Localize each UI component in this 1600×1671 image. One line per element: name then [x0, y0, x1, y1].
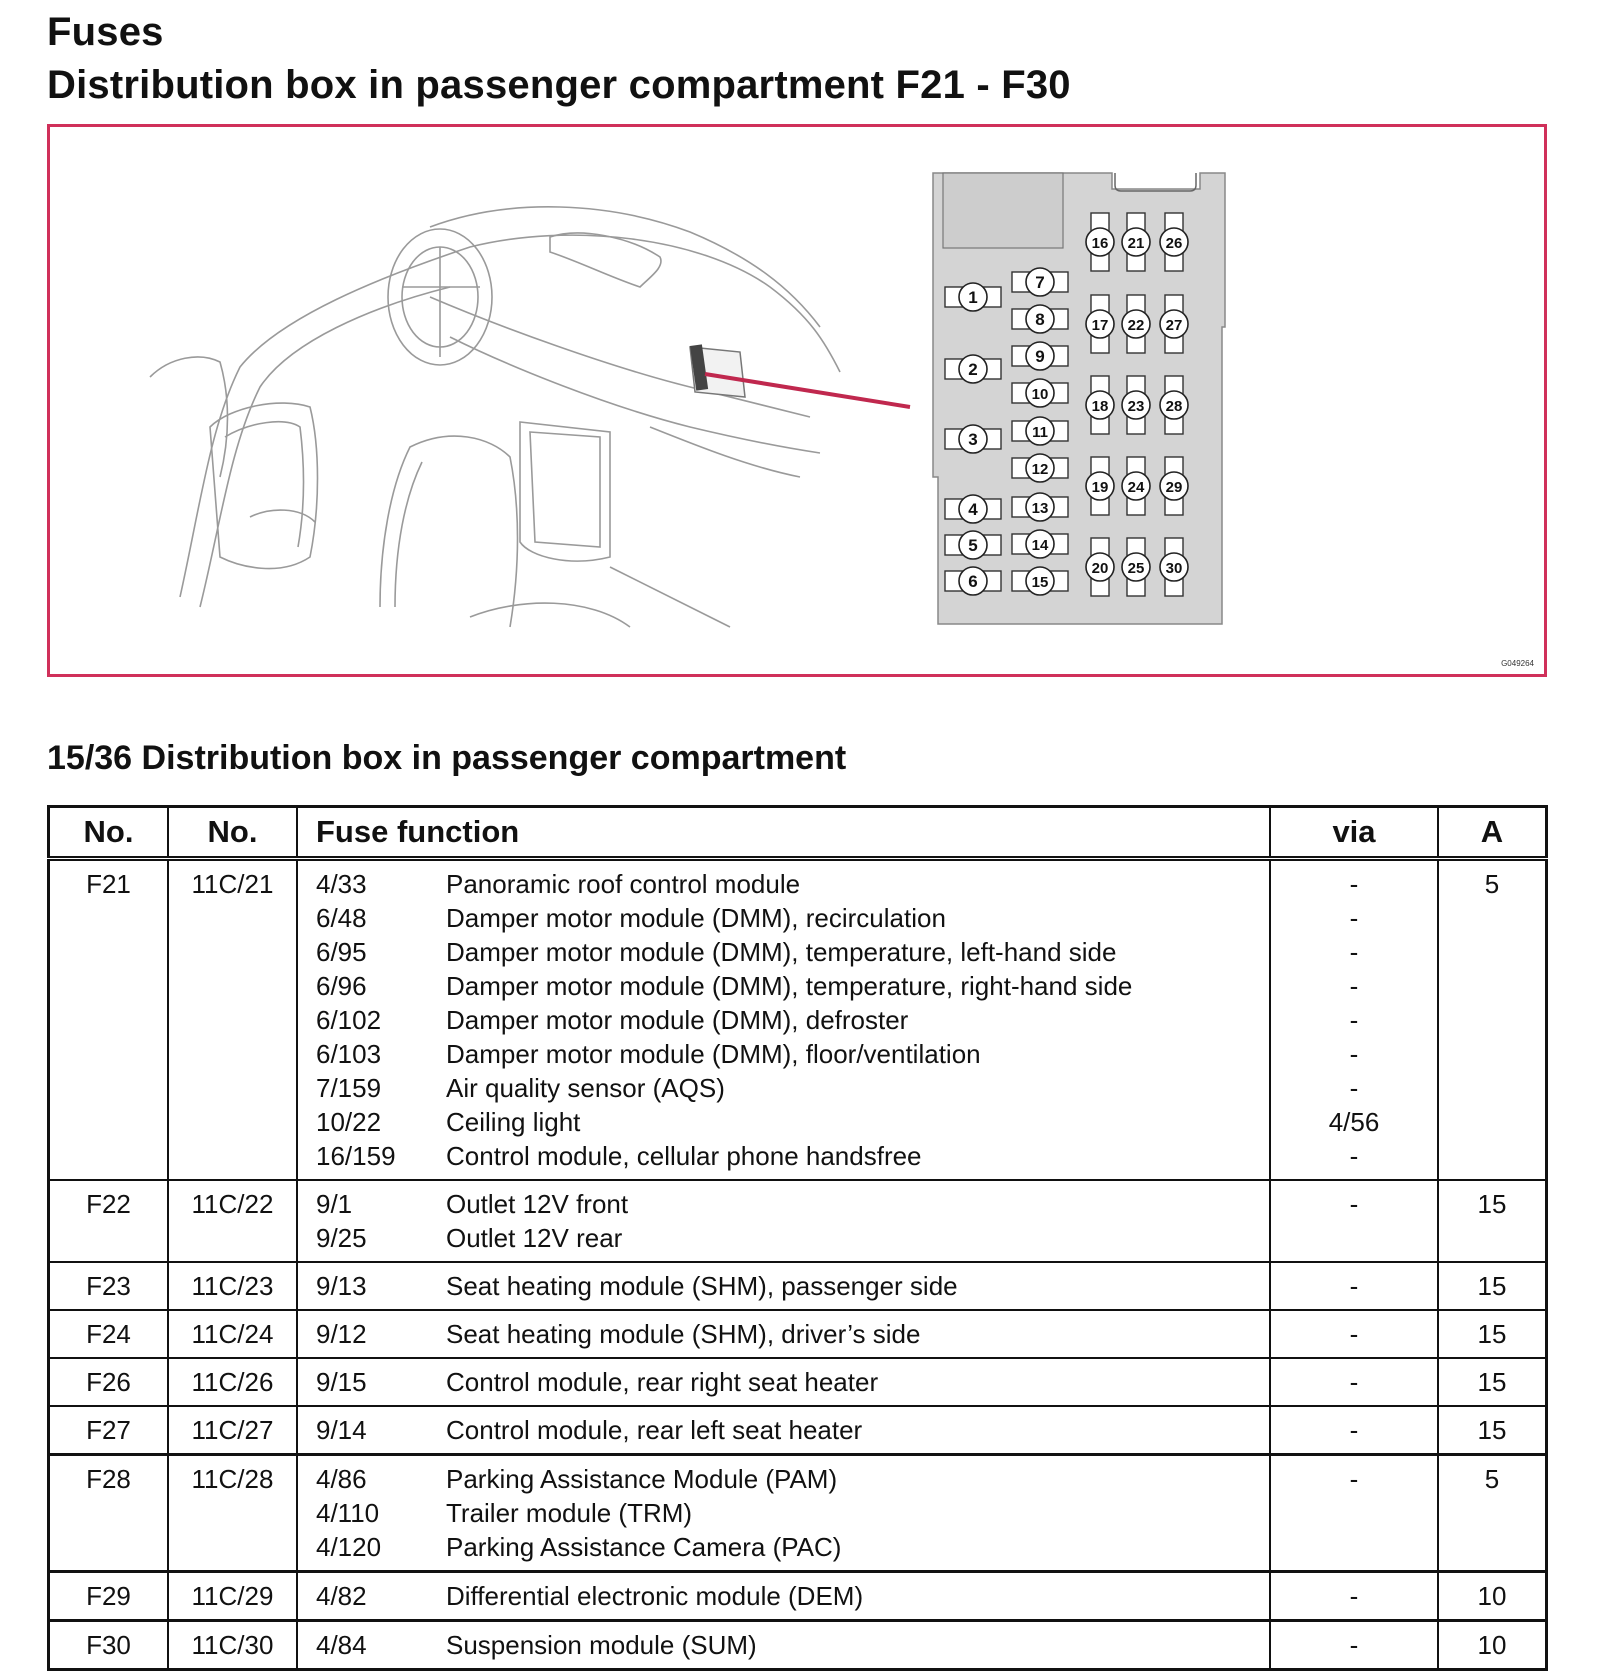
via-value: - [1349, 1039, 1359, 1069]
fuse-number: F22 [86, 1189, 131, 1219]
component-code: 6/102 [316, 1005, 382, 1035]
fuse-reference: 11C/23 [191, 1271, 274, 1301]
page-title: Fuses [47, 10, 164, 54]
fuse-slot-label: 11 [1032, 424, 1048, 441]
fuse-number: F24 [86, 1319, 131, 1349]
section-title: 15/36 Distribution box in passenger compartment [47, 739, 847, 777]
amperage: 15 [1477, 1319, 1507, 1349]
component-code: 9/25 [316, 1223, 367, 1253]
via-value: - [1349, 869, 1359, 899]
fuse-reference: 11C/30 [191, 1630, 274, 1660]
component-name: Panoramic roof control module [446, 869, 801, 899]
component-name: Control module, rear right seat heater [446, 1367, 879, 1397]
fuse-slot-label: 25 [1127, 560, 1145, 577]
fuse-slot-label: 10 [1031, 386, 1049, 403]
fuse-box-location [690, 344, 745, 397]
component-name: Outlet 12V rear [446, 1223, 623, 1253]
via-value: - [1349, 1581, 1359, 1611]
via-value: - [1349, 971, 1359, 1001]
col-header-via: via [1270, 807, 1438, 859]
component-code: 9/12 [316, 1319, 367, 1349]
fuse-slot [945, 425, 1001, 453]
component-name: Parking Assistance Camera (PAC) [446, 1532, 842, 1562]
fuse-number: F21 [86, 869, 131, 899]
fuse-slot-label: 28 [1165, 398, 1183, 415]
component-name: Differential electronic module (DEM) [446, 1581, 864, 1611]
via-value: - [1349, 1630, 1359, 1660]
component-name: Damper motor module (DMM), temperature, left-hand side [446, 937, 1117, 967]
fuse-slot-label: 23 [1127, 398, 1145, 415]
via-value: - [1349, 1141, 1359, 1171]
fuse-slot [1012, 417, 1068, 445]
via-value [1271, 1221, 1437, 1255]
via-value: - [1349, 937, 1359, 967]
col-header-amp: A [1438, 807, 1547, 859]
fuse-slot [945, 567, 1001, 595]
col-header-function: Fuse function [297, 807, 1270, 859]
function-item [316, 1628, 1269, 1662]
col-header-ref: No. [168, 807, 297, 859]
component-name: Seat heating module (SHM), passenger side [446, 1271, 958, 1301]
fuse-slot-label: 14 [1031, 537, 1049, 554]
table-row [49, 1262, 1547, 1310]
component-name: Seat heating module (SHM), driver’s side [446, 1319, 921, 1349]
fuse-slot-label: 27 [1165, 317, 1183, 334]
component-code: 6/103 [316, 1039, 382, 1069]
function-item [316, 1579, 1269, 1613]
amperage: 15 [1477, 1189, 1507, 1219]
function-item [316, 1462, 1269, 1496]
component-code: 6/48 [316, 903, 367, 933]
component-code: 4/120 [316, 1532, 382, 1562]
via-value [1271, 1496, 1437, 1530]
function-item [316, 1221, 1269, 1255]
fuse-reference: 11C/28 [191, 1464, 274, 1494]
fuse-reference: 11C/22 [191, 1189, 274, 1219]
component-code: 9/1 [316, 1189, 353, 1219]
fuse-slot [1012, 305, 1068, 333]
fuse-slot [1012, 454, 1068, 482]
function-item [316, 1269, 1269, 1303]
function-item [316, 1496, 1269, 1530]
fuse-slot-label: 21 [1127, 235, 1145, 252]
amperage: 5 [1484, 869, 1500, 899]
amperage: 15 [1477, 1271, 1507, 1301]
via-value: - [1349, 1271, 1359, 1301]
fuse-number: F26 [86, 1367, 131, 1397]
fuse-slot-label: 30 [1165, 560, 1183, 577]
via-value: - [1349, 1367, 1359, 1397]
fuse-slot [1012, 379, 1068, 407]
fuse-slot-label: 22 [1127, 317, 1145, 334]
table-header-row [49, 807, 1547, 859]
function-item [316, 935, 1269, 969]
component-code: 16/159 [316, 1141, 396, 1171]
fuse-number: F23 [86, 1271, 131, 1301]
component-code: 4/110 [316, 1498, 380, 1528]
car-interior-sketch [150, 207, 840, 627]
page-subtitle: Distribution box in passenger compartment F21 - F30 [47, 63, 1071, 107]
table-row [49, 1455, 1547, 1572]
via-value: - [1349, 1319, 1359, 1349]
fuse-slot-label: 7 [1035, 273, 1045, 292]
component-code: 4/33 [316, 869, 367, 899]
component-code: 4/86 [316, 1464, 367, 1494]
via-value: - [1349, 1189, 1359, 1219]
fuse-slot-label: 3 [968, 430, 978, 449]
amperage: 10 [1477, 1581, 1507, 1611]
fuse-reference: 11C/21 [191, 869, 274, 899]
component-name: Suspension module (SUM) [446, 1630, 757, 1660]
fuse-reference: 11C/27 [191, 1415, 274, 1445]
fuse-slot-label: 1 [968, 288, 978, 307]
fuse-slot-label: 2 [968, 360, 978, 379]
fuse-slot-label: 18 [1091, 398, 1109, 415]
function-item [316, 1187, 1269, 1221]
col-header-no: No. [49, 807, 169, 859]
component-code: 6/96 [316, 971, 367, 1001]
via-value: - [1349, 1073, 1359, 1103]
fuse-slot-label: 26 [1165, 235, 1183, 252]
component-code: 4/82 [316, 1581, 367, 1611]
fuse-slot-label: 16 [1091, 235, 1109, 252]
function-item [316, 1365, 1269, 1399]
amperage: 5 [1484, 1464, 1500, 1494]
fuse-slot-label: 17 [1091, 317, 1109, 334]
fuse-slot [945, 531, 1001, 559]
diagram-graphic [50, 127, 1544, 674]
component-name: Damper motor module (DMM), recirculation [446, 903, 946, 933]
function-item [316, 1317, 1269, 1351]
function-item [316, 901, 1269, 935]
table-row [49, 1310, 1547, 1358]
component-name: Control module, rear left seat heater [446, 1415, 863, 1445]
function-item [316, 969, 1269, 1003]
fuse-slot [1012, 493, 1068, 521]
component-name: Parking Assistance Module (PAM) [446, 1464, 838, 1494]
component-code: 7/159 [316, 1073, 382, 1103]
fuse-slot [1012, 567, 1068, 595]
fuse-slot-label: 19 [1091, 479, 1109, 496]
fuse-slot [1012, 530, 1068, 558]
fuse-slot-label: 6 [968, 572, 978, 591]
fuse-box-diagram [47, 124, 1547, 677]
fuse-slot [1012, 268, 1068, 296]
fuse-number: F29 [86, 1581, 131, 1611]
component-name: Damper motor module (DMM), floor/ventilation [446, 1039, 981, 1069]
component-name: Air quality sensor (AQS) [446, 1073, 725, 1103]
fuse-slot [1012, 342, 1068, 370]
amperage: 10 [1477, 1630, 1507, 1660]
table-row [49, 1572, 1547, 1621]
component-code: 4/84 [316, 1630, 367, 1660]
fuse-number: F27 [86, 1415, 131, 1445]
fuse-slot [945, 355, 1001, 383]
table-row [49, 1180, 1547, 1262]
image-code: G049264 [1501, 659, 1534, 668]
fuse-slot-label: 4 [968, 500, 978, 519]
component-name: Control module, cellular phone handsfree [446, 1141, 922, 1171]
via-value: - [1349, 1005, 1359, 1035]
function-item [316, 1530, 1269, 1564]
via-value [1271, 1530, 1437, 1564]
component-name: Damper motor module (DMM), temperature, right-hand side [446, 971, 1133, 1001]
table-row [49, 859, 1547, 1181]
function-item [316, 1413, 1269, 1447]
component-code: 6/95 [316, 937, 367, 967]
component-name: Damper motor module (DMM), defroster [446, 1005, 909, 1035]
component-code: 9/14 [316, 1415, 367, 1445]
fuse-slot-label: 24 [1127, 479, 1145, 496]
component-name: Trailer module (TRM) [446, 1498, 693, 1528]
fuse-slot-label: 5 [968, 536, 978, 555]
via-value: - [1349, 1464, 1359, 1494]
table-row [49, 1621, 1547, 1670]
fuse-slot-label: 9 [1035, 347, 1045, 366]
table-row [49, 1406, 1547, 1455]
component-name: Ceiling light [446, 1107, 581, 1137]
fuse-slot-label: 13 [1031, 500, 1049, 517]
fuse-slot-label: 20 [1091, 560, 1109, 577]
amperage: 15 [1477, 1367, 1507, 1397]
fuse-slot [945, 283, 1001, 311]
fuse-number: F30 [86, 1630, 131, 1660]
amperage: 15 [1477, 1415, 1507, 1445]
table-row [49, 1358, 1547, 1406]
component-name: Outlet 12V front [446, 1189, 629, 1219]
fuse-slot-label: 29 [1165, 479, 1183, 496]
via-value: 4/56 [1328, 1107, 1380, 1137]
function-item [316, 1037, 1269, 1071]
fuse-slot-label: 8 [1035, 310, 1045, 329]
fuse-reference: 11C/26 [191, 1367, 274, 1397]
fuse-slot-label: 12 [1031, 461, 1049, 478]
component-code: 9/13 [316, 1271, 367, 1301]
function-item [316, 1139, 1269, 1173]
fuse-table-body [49, 859, 1547, 1670]
fuse-reference: 11C/29 [191, 1581, 274, 1611]
function-item [316, 1105, 1269, 1139]
via-value: - [1349, 1415, 1359, 1445]
fuse-table [47, 805, 1548, 1671]
fuse-slot [945, 495, 1001, 523]
via-value: - [1349, 903, 1359, 933]
function-item [316, 1071, 1269, 1105]
fuse-number: F28 [86, 1464, 131, 1494]
component-code: 10/22 [316, 1107, 382, 1137]
function-item [316, 1003, 1269, 1037]
function-item [316, 867, 1269, 901]
fuse-reference: 11C/24 [191, 1319, 274, 1349]
fuse-slot-label: 15 [1031, 574, 1049, 591]
component-code: 9/15 [316, 1367, 367, 1397]
